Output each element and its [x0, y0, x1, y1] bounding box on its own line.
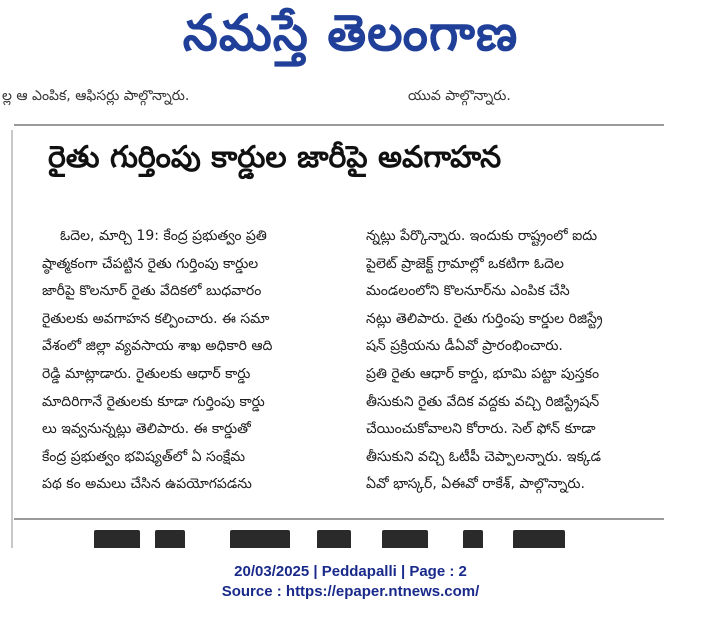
date-edition-page: 20/03/2025 | Peddapalli | Page : 2 — [234, 563, 467, 580]
source-link: Source : https://epaper.ntnews.com/ — [221, 583, 480, 600]
article-line: చేయించుకోవాలని కోరారు. సెల్ ఫోన్ కూడా — [366, 421, 596, 438]
article-line: జారీపై కొలనూర్ రైతు వేదికలో బుధవారం — [42, 283, 262, 300]
article-line: తీసుకుని వచ్చి ఓటీపీ చెప్పాలన్నారు. ఇక్కడ — [366, 448, 601, 465]
article-line: మండలంలోని కొలనూర్‌ను ఎంపిక చేసి — [366, 283, 570, 300]
article-line: రెడ్డి మాట్లాడారు. రైతులకు ఆధార్ కార్డు — [42, 365, 251, 382]
bottom-divider — [14, 518, 664, 520]
article-line: నట్లు తెలిపారు. రైతు గుర్తింపు కార్డుల రిజిస్ట్రే — [366, 310, 603, 327]
article-column-left — [42, 228, 342, 504]
cut-text-left: ల్ల ఆ ఎంపిక, ఆఫిసర్లు పాల్గొన్నారు. — [2, 88, 190, 104]
top-divider — [14, 124, 664, 126]
cut-text-right: యువ పాల్గొన్నారు. — [408, 88, 511, 104]
article-line: వేశంలో జిల్లా వ్యవసాయ శాఖ అధికారి ఆది — [42, 338, 273, 355]
article-line: తీసుకుని రైతు వేదిక వద్దకు వచ్చి రిజిస్ట్రేషన్ — [366, 393, 600, 410]
left-column-rule — [11, 130, 13, 548]
clipping-footer — [0, 562, 701, 602]
article-line: షన్ ప్రక్రియను డీఏవో ప్రారంభించారు. — [366, 338, 563, 355]
article-column-right — [366, 228, 666, 504]
newspaper-title: నమస్తే తెలంగాణ — [182, 3, 519, 62]
article-line: రైతులకు అవగాహన కల్పించారు. ఈ సమా — [42, 310, 270, 327]
masthead — [0, 0, 701, 78]
article-line: ఓదెల, మార్చి 19: కేంద్ర ప్రభుత్వం ప్రతి — [60, 228, 267, 244]
article-line: పథ కం అమలు చేసిన ఉపయోగపడను — [42, 476, 252, 493]
article-line: కేంద్ర ప్రభుత్వం భవిష్యత్‌లో ఏ సంక్షేమ — [42, 448, 246, 465]
article-headline: రైతు గుర్తింపు కార్డుల జారీపై అవగాహన — [48, 140, 502, 175]
next-article-heading-fragment — [80, 530, 680, 548]
cut-off-text-strip — [0, 80, 701, 110]
article-line: ష్ఠాత్మకంగా చేపట్టిన రైతు గుర్తింపు కార్డుల — [42, 255, 259, 272]
article-line: పైలెట్ ప్రాజెక్ట్ గ్రామాల్లో ఒకటిగా ఓదెల — [366, 255, 564, 272]
article-line: న్నట్లు పేర్కొన్నారు. ఇందుకు రాష్ట్రంలో ఐదు — [366, 228, 598, 244]
article-line: ప్రతి రైతు ఆధార్ కార్డు, భూమి పట్టా పుస్తకం — [366, 365, 600, 382]
article-line: మాదిరిగానే రైతులకు కూడా గుర్తింపు కార్డు — [42, 393, 265, 410]
article-line: ఏవో భాస్కర్, ఏఈవో రాకేశ్, పాల్గొన్నారు. — [366, 476, 585, 493]
article-line: లు ఇవ్వనున్నట్లు తెలిపారు. ఈ కార్డుతో — [42, 421, 251, 438]
